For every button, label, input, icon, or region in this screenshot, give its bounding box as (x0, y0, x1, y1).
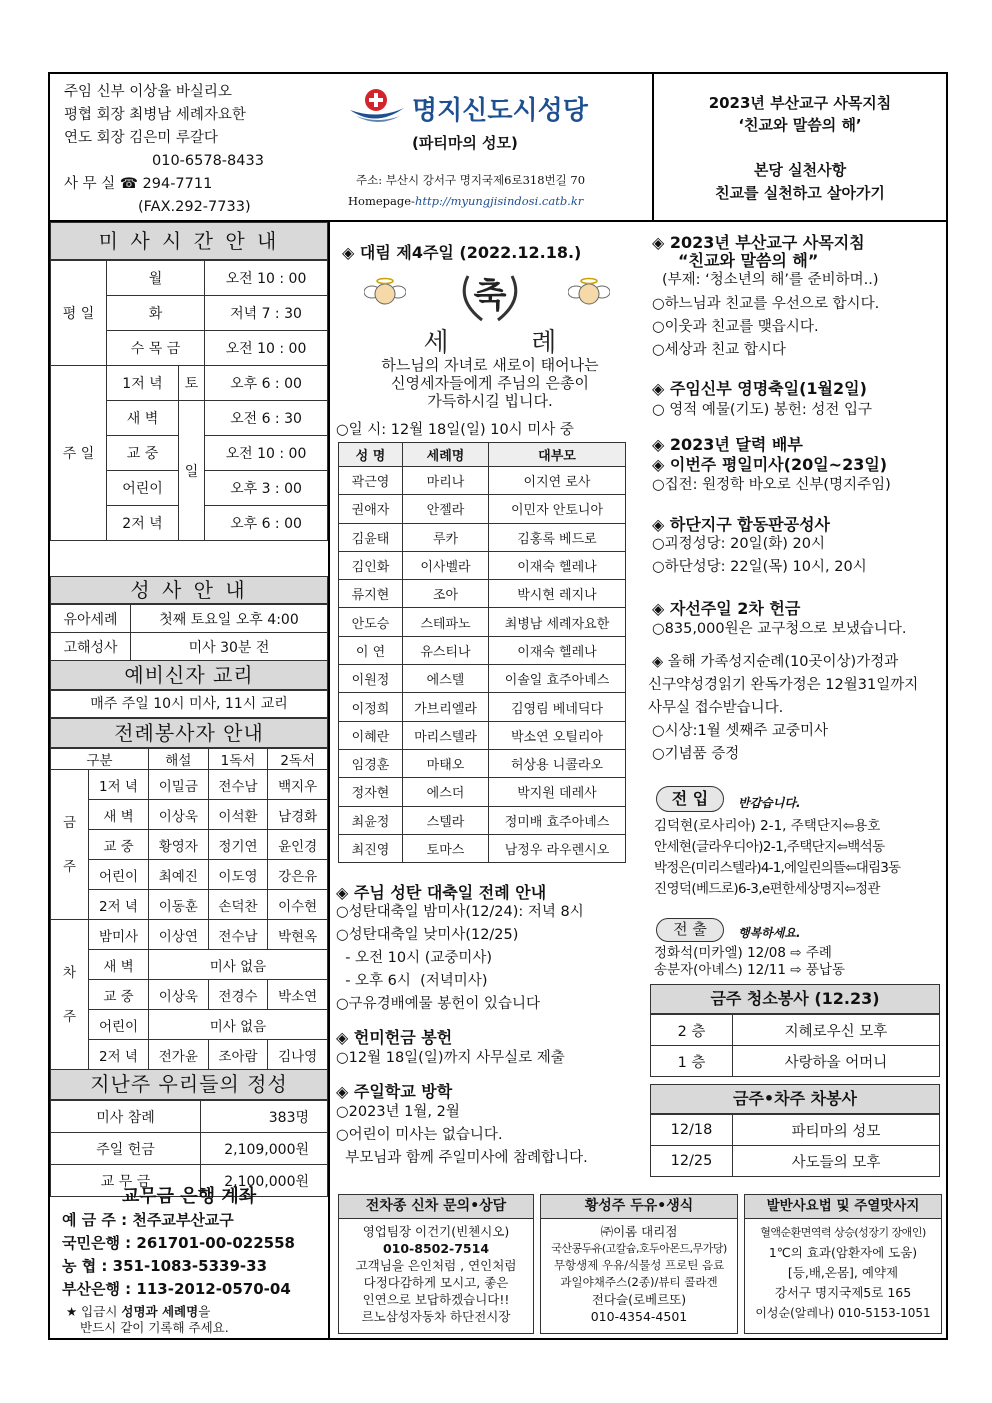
this-week-label: 금 주 (51, 770, 89, 920)
mass-slot: 새 벽 (107, 401, 179, 436)
s1-line: ○하느님과 친교를 우선으로 합시다. (652, 296, 880, 312)
ad-line: 010-8502-7514 (382, 1241, 490, 1256)
sacrament-table (50, 604, 328, 661)
server-cell: 이동훈 (149, 890, 209, 920)
ad-title: 전차종 신차 문의•상담 (339, 1195, 533, 1219)
server-cell: 이수현 (268, 890, 328, 920)
server-slot: 교 중 (89, 980, 149, 1010)
car-group: 파티마의 성모 (733, 1115, 940, 1146)
xmas-line: - 오전 10시 (교중미사) (336, 950, 493, 966)
header (50, 74, 946, 222)
bap-baptismal-name: 토마스 (403, 834, 489, 862)
baptism-row (339, 778, 626, 806)
sacrament-title: 성 사 안 내 (50, 576, 328, 604)
server-cell: 이도영 (208, 860, 268, 890)
server-cell: 전가윤 (149, 1040, 209, 1070)
bap-baptismal-name: 에스더 (403, 778, 489, 806)
bap-baptismal-name: 마리나 (403, 467, 489, 495)
server-cell: 박소연 (268, 980, 328, 1010)
mass-time: 오전 6 : 30 (205, 401, 328, 436)
ad-line: 혈액순환면역력 상승(성장기 장애인) (760, 1226, 926, 1239)
ad-line: 인연으로 보답하겠습니다!! (362, 1292, 510, 1307)
bap-name: 이정희 (339, 693, 403, 721)
bap-godparent: 이솔일 효주아녜스 (489, 665, 626, 693)
baptism-row (339, 467, 626, 495)
server-cell: 이상욱 (149, 800, 209, 830)
clean-floor: 1 층 (651, 1046, 733, 1077)
baptism-row (339, 580, 626, 608)
bap-baptismal-name: 루카 (403, 523, 489, 551)
in-line: 박정은(미리스텔라)4-1,에일린의뜰⇦대림3동 (654, 860, 901, 876)
serye-title: 세 례 (423, 328, 557, 358)
bap-name: 김윤태 (339, 523, 403, 551)
s3-line: ○집전: 원정학 바오로 신부(명지주임) (652, 477, 891, 493)
ad-line: ㈜이롬 대리점 (600, 1224, 678, 1239)
car-table (650, 1114, 940, 1177)
server-cell: 전수남 (208, 770, 268, 800)
center-column (332, 222, 648, 1172)
in-line: 진영덕(베드로)6-3,e편한세상명지⇦정관 (654, 881, 880, 897)
catechumen-text: 매주 주일 10시 미사, 11시 교리 (50, 690, 328, 718)
server-cell: 전경수 (208, 980, 268, 1010)
out-label: 전 출 (656, 918, 724, 942)
bap-godparent: 남정우 라우렌시오 (489, 834, 626, 862)
bap-baptismal-name: 조아 (403, 580, 489, 608)
s2-title: ◈ 주임신부 영명축일(1월2일) (652, 379, 867, 398)
practice-text: 친교를 실천하고 살아가기 (715, 184, 885, 202)
ad-line: 1℃의 효과(암환자에 도움) (768, 1245, 918, 1260)
s1-title2: “친교와 말씀의 해” (678, 251, 819, 270)
bap-godparent: 허상용 니콜라오 (489, 749, 626, 777)
s6-line: 사무실 접수받습니다. (648, 700, 784, 716)
homepage-link[interactable]: http://myungjisindosi.catb.kr (414, 194, 584, 208)
server-cell: 이밀금 (149, 770, 209, 800)
out-line: 정화석(미카엘) 12/08 ⇨ 주례 (654, 945, 832, 961)
sacrament-time: 미사 30분 전 (131, 633, 328, 661)
server-slot: 어린이 (89, 1010, 149, 1040)
in-line: 김덕현(로사리아) 2-1, 주택단지⇦용호 (654, 818, 881, 834)
ad-car (338, 1194, 534, 1334)
bap-header: 대부모 (489, 443, 626, 467)
servers-header: 1독서 (208, 749, 268, 770)
baptism-row (339, 495, 626, 523)
office-fax: (FAX.292-7733) (138, 199, 251, 215)
bap-name: 류지현 (339, 580, 403, 608)
baptism-date: ○일 시: 12월 18일(일) 10시 미사 중 (336, 422, 574, 438)
gift-title: ◈ 헌미헌금 봉헌 (336, 1028, 453, 1047)
bulletin-page (48, 72, 948, 1340)
server-slot: 새 벽 (89, 950, 149, 980)
bap-godparent: 김영림 베네딕다 (489, 693, 626, 721)
mass-time: 오전 10 : 00 (205, 261, 328, 296)
server-cell: 미사 없음 (149, 1010, 328, 1040)
car-group: 사도들의 모후 (733, 1146, 940, 1177)
mass-table (50, 260, 328, 541)
ad-line: 고객님을 은인처럼 , 연인처럼 (355, 1258, 517, 1273)
s1-line: ○이웃과 친교를 맺읍시다. (652, 319, 819, 335)
church-address: 주소: 부산시 강서구 명지국제6로318번길 70 (356, 173, 586, 187)
baptism-row (339, 806, 626, 834)
ad-line: 영업팀장 이건기(빈첸시오) (362, 1224, 510, 1239)
bap-baptismal-name: 마리스텔라 (403, 721, 489, 749)
server-cell: 정기연 (208, 830, 268, 860)
server-slot: 2저 녁 (89, 890, 149, 920)
bap-name: 최윤정 (339, 806, 403, 834)
right-column (648, 222, 946, 1172)
bap-godparent: 이민자 안토니아 (489, 495, 626, 523)
office-phone: 사 무 실 ☎ 294-7711 (64, 176, 213, 192)
xmas-line: ○구유경배예물 봉헌이 있습니다 (336, 996, 540, 1012)
servers-table (50, 748, 328, 1070)
mass-slot: 어린이 (107, 471, 179, 506)
server-cell: 박현옥 (268, 920, 328, 950)
church-logo (348, 88, 406, 128)
car-date: 12/18 (651, 1115, 733, 1146)
server-cell: 백지우 (268, 770, 328, 800)
baptism-row (339, 608, 626, 636)
mass-slot: 1저 녁 (107, 366, 179, 401)
s4-title: ◈ 하단지구 합동판공성사 (652, 515, 831, 534)
council-line: 평협 회장 최병남 세례자요한 (64, 107, 246, 123)
left-column (50, 222, 330, 1340)
bank-kookmin: 국민은행 : 261701-00-022558 (62, 1234, 295, 1252)
server-cell: 남경화 (268, 800, 328, 830)
in-greeting: 반갑습니다. (738, 796, 801, 810)
server-slot: 어린이 (89, 860, 149, 890)
bap-name: 이원정 (339, 665, 403, 693)
bap-godparent: 이지연 로사 (489, 467, 626, 495)
blessing-text: 하느님의 자녀로 새로이 태어나는 신영세자들에게 주님의 은총이 가득하시길 빕니다. (381, 356, 599, 410)
s3-title: ◈ 2023년 달력 배부 (652, 435, 803, 454)
offering-value: 2,100,000원 (201, 1165, 328, 1197)
car-date: 12/25 (651, 1146, 733, 1177)
bap-godparent: 정미배 효주아녜스 (489, 806, 626, 834)
offering-label: 주일 헌금 (51, 1133, 201, 1165)
bank-title: 교무금 은행 계좌 (121, 1186, 257, 1207)
server-cell: 손덕찬 (208, 890, 268, 920)
in-line: 안세현(글라우디아)2-1,주택단지⇦백석동 (654, 839, 885, 855)
school-title: ◈ 주일학교 방학 (336, 1082, 453, 1101)
chuk-char: 축 (473, 276, 507, 316)
server-cell: 이상욱 (149, 980, 209, 1010)
server-slot: 밤미사 (89, 920, 149, 950)
server-slot: 새 벽 (89, 800, 149, 830)
gift-line: ○12월 18일(일)까지 사무실로 제출 (336, 1050, 565, 1066)
bap-baptismal-name: 스테파노 (403, 608, 489, 636)
bap-godparent: 박시현 레지나 (489, 580, 626, 608)
s4-line: ○괴정성당: 20일(화) 20시 (652, 536, 826, 552)
bap-baptismal-name: 유스티나 (403, 636, 489, 664)
s1-line: (부제: ‘청소년의 해’를 준비하며..) (662, 272, 879, 288)
ad-line: 전다슬(로베르또) (591, 1292, 687, 1307)
s6-line: ○시상:1월 셋째주 교중미사 (652, 723, 829, 739)
mass-sun: 일 (179, 401, 205, 541)
ad-massage (744, 1194, 942, 1334)
ad-line: 과일야채주스(2종)/뷰티 콜라겐 (560, 1275, 718, 1289)
mass-time: 오후 3 : 00 (205, 471, 328, 506)
offering-title: 지난주 우리들의 정성 (50, 1069, 328, 1100)
mass-sat: 토 (179, 366, 205, 401)
bap-baptismal-name: 안젤라 (403, 495, 489, 523)
baptism-row (339, 636, 626, 664)
guideline-year: 2023년 부산교구 사목지침 (708, 94, 892, 112)
bap-name: 권애자 (339, 495, 403, 523)
week-title: ◈ 대림 제4주일 (2022.12.18.) (342, 243, 582, 262)
angel-right-icon (568, 276, 610, 316)
s6-line: ◈ 올해 가족성지순례(10곳이상)가정과 (652, 654, 899, 670)
server-cell: 전수남 (208, 920, 268, 950)
bap-baptismal-name: 마태오 (403, 749, 489, 777)
server-cell: 미사 없음 (149, 950, 328, 980)
angel-left-icon (364, 276, 406, 316)
clean-group: 사랑하올 어머니 (733, 1046, 940, 1077)
s5-line: ○835,000원은 교구청으로 보냈습니다. (652, 621, 907, 637)
bap-header: 세례명 (403, 443, 489, 467)
s4-line: ○하단성당: 22일(목) 10시, 20시 (652, 559, 867, 575)
mass-day: 월 (107, 261, 205, 296)
weekday-label: 평 일 (51, 261, 107, 366)
servers-title: 전례봉사자 안내 (50, 718, 328, 748)
mass-time: 오후 6 : 00 (205, 506, 328, 541)
ad-line: 르노삼성자동차 하단전시장 (361, 1309, 511, 1324)
bank-busan: 부산은행 : 113-2012-0570-04 (62, 1280, 291, 1298)
bank-nonghyup: 농 협 : 351-1083-5339-33 (62, 1257, 268, 1275)
ad-line: [등,배,온몸], 예약제 (787, 1265, 899, 1280)
offering-label: 미사 참례 (51, 1101, 201, 1133)
mass-day: 화 (107, 296, 205, 331)
homepage-line: Homepage-http://myungjisindosi.catb.kr (348, 194, 584, 208)
bap-name: 곽근영 (339, 467, 403, 495)
s2-line: ○ 영적 예물(기도) 봉헌: 성전 입구 (652, 402, 872, 418)
cleaning-table (650, 1014, 940, 1077)
bap-baptismal-name: 가브리엘라 (403, 693, 489, 721)
school-line: ○2023년 1월, 2월 (336, 1104, 460, 1120)
sacrament-name: 유아세례 (51, 605, 131, 633)
baptism-row (339, 665, 626, 693)
ad-line: 010-4354-4501 (590, 1309, 688, 1324)
mass-slot: 교 중 (107, 436, 179, 471)
bap-godparent: 박지원 데레사 (489, 778, 626, 806)
baptism-row (339, 749, 626, 777)
server-slot: 2저 녁 (89, 1040, 149, 1070)
sunday-label: 주 일 (51, 366, 107, 541)
ad-line: 국산콩두유(고칼슘,호두아몬드,무가당) (551, 1242, 727, 1255)
bap-name: 임경훈 (339, 749, 403, 777)
baptism-row (339, 523, 626, 551)
ad-soymilk (540, 1194, 738, 1334)
server-slot: 교 중 (89, 830, 149, 860)
catechumen-title: 예비신자 교리 (50, 660, 328, 690)
server-cell: 윤인경 (268, 830, 328, 860)
mass-time: 저녁 7 : 30 (205, 296, 328, 331)
ad-line: 이성순(알레나) 010-5153-1051 (755, 1306, 931, 1320)
bap-baptismal-name: 에스텔 (403, 665, 489, 693)
server-cell: 이석환 (208, 800, 268, 830)
bap-name: 정자현 (339, 778, 403, 806)
school-line: ○어린이 미사는 없습니다. (336, 1127, 503, 1143)
car-title: 금주•차주 차봉사 (650, 1084, 940, 1114)
bap-godparent: 이재숙 헬레나 (489, 636, 626, 664)
s1-title: ◈ 2023년 부산교구 사목지침 (652, 233, 865, 252)
offering-label: 교 무 금 (51, 1165, 201, 1197)
mass-title: 미 사 시 간 안 내 (50, 222, 328, 260)
sacrament-time: 첫째 토요일 오후 4:00 (131, 605, 328, 633)
cleaning-title: 금주 청소봉사 (12.23) (650, 984, 940, 1014)
bap-godparent: 김홍록 베드로 (489, 523, 626, 551)
xmas-line: - 오후 6시 (저녁미사) (336, 973, 488, 989)
server-cell: 황영자 (149, 830, 209, 860)
offering-value: 2,109,000원 (201, 1133, 328, 1165)
bap-name: 최진영 (339, 834, 403, 862)
xmas-title: ◈ 주님 성탄 대축일 전례 안내 (336, 883, 547, 902)
baptism-row (339, 551, 626, 579)
ad-title: 황성주 두유•생식 (541, 1195, 737, 1219)
s1-line: ○세상과 친교 합시다 (652, 342, 786, 358)
bap-godparent: 최병남 세례자요한 (489, 608, 626, 636)
server-slot: 1저 녁 (89, 770, 149, 800)
server-cell: 김나영 (268, 1040, 328, 1070)
mass-day: 수 목 금 (107, 331, 205, 366)
ad-line: 다정다감하게 모시고, 좋은 (363, 1275, 509, 1290)
ad-line: 강서구 명지국제5로 165 (774, 1285, 912, 1300)
servers-header: 2독서 (268, 749, 328, 770)
bap-godparent: 박소연 오틸리아 (489, 721, 626, 749)
practice-title: 본당 실천사항 (753, 161, 847, 179)
school-line: 부모님과 함께 주일미사에 참례합니다. (336, 1150, 588, 1166)
church-subtitle: (파티마의 성모) (412, 134, 518, 152)
in-label: 전 입 (656, 786, 724, 812)
out-line: 송분자(아녜스) 12/11 ⇨ 풍납동 (654, 962, 845, 978)
bank-note: ★ 입금시 성명과 세례명을 (66, 1304, 211, 1319)
servers-header: 구분 (51, 749, 149, 770)
s6-line: ○기념품 증정 (652, 746, 740, 762)
legion-phone: 010-6578-8433 (152, 153, 264, 169)
s5-title: ◈ 자선주일 2차 헌금 (652, 599, 801, 618)
mass-time: 오전 10 : 00 (205, 436, 328, 471)
bap-godparent: 이재숙 헬레나 (489, 551, 626, 579)
server-cell: 최예진 (149, 860, 209, 890)
server-cell: 이상연 (149, 920, 209, 950)
bank-note2: 반드시 같이 기록해 주세요. (80, 1320, 229, 1335)
ad-title: 발반사요법 및 주열맛사지 (745, 1195, 941, 1219)
baptism-row (339, 834, 626, 862)
bap-baptismal-name: 스텔라 (403, 806, 489, 834)
mass-slot: 2저 녁 (107, 506, 179, 541)
mass-time: 오후 6 : 00 (205, 366, 328, 401)
bap-name: 안도승 (339, 608, 403, 636)
clean-group: 지혜로우신 모후 (733, 1015, 940, 1046)
s3-title2: ◈ 이번주 평일미사(20일~23일) (652, 455, 888, 474)
baptism-row (339, 721, 626, 749)
bap-name: 김인화 (339, 551, 403, 579)
servers-header: 해설 (149, 749, 209, 770)
bap-header: 성 명 (339, 443, 403, 467)
xmas-line: ○성탄대축일 낮미사(12/25) (336, 927, 519, 943)
pastor-line: 주임 신부 이상율 바실리오 (64, 84, 232, 100)
church-name: 명지신도시성당 (412, 96, 588, 126)
server-cell: 조아람 (208, 1040, 268, 1070)
clean-floor: 2 층 (651, 1015, 733, 1046)
mass-time: 오전 10 : 00 (205, 331, 328, 366)
s6-line: 신구약성경읽기 완독가정은 12월31일까지 (648, 677, 919, 693)
sacrament-name: 고해성사 (51, 633, 131, 661)
bap-name: 이 연 (339, 636, 403, 664)
next-week-label: 차 주 (51, 920, 89, 1070)
server-cell: 강은유 (268, 860, 328, 890)
bap-name: 이혜란 (339, 721, 403, 749)
bank-holder: 예 금 주 : 천주교부산교구 (62, 1211, 234, 1229)
xmas-line: ○성탄대축일 밤미사(12/24): 저녁 8시 (336, 904, 584, 920)
guideline-theme: ‘친교와 말씀의 해’ (738, 116, 862, 134)
bap-baptismal-name: 이사벨라 (403, 551, 489, 579)
offering-value: 383명 (201, 1101, 328, 1133)
baptism-table (338, 442, 626, 863)
legion-line: 연도 회장 김은미 루갈다 (64, 130, 218, 146)
baptism-row (339, 693, 626, 721)
out-greeting: 행복하세요. (738, 926, 801, 940)
ad-line: 무항생제 우유/식물성 프로틴 음료 (553, 1258, 725, 1272)
